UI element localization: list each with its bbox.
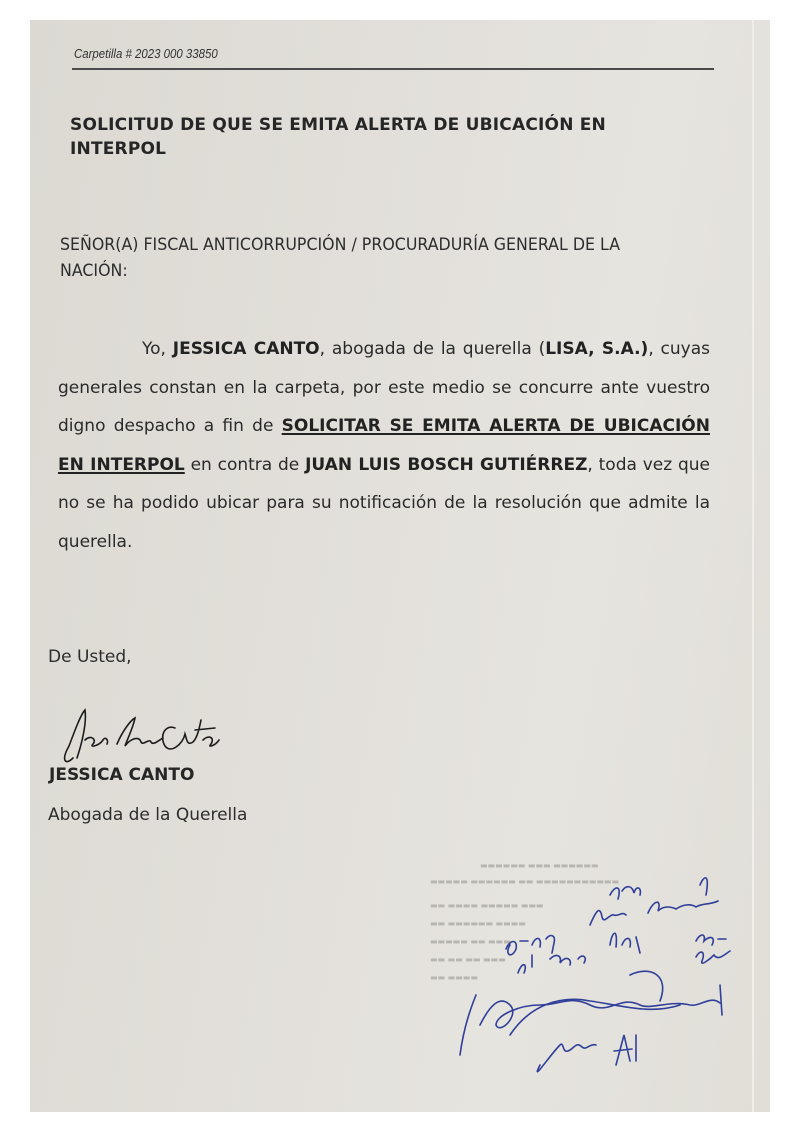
receipt-stamp: ▬▬▬▬▬▬ ▬▬▬ ▬▬▬▬▬▬ ▬▬▬▬▬ ▬▬▬▬▬▬ ▬▬ ▬▬▬▬▬▬▬▬▬▬▬ ▬▬ ▬▬▬▬ ▬▬▬▬▬ ▬▬▬ ▬▬ ▬▬▬▬▬▬ ▬▬▬▬ ▬▬▬▬▬ ▬▬ ▬▬▬ ▬▬ ▬▬ ▬▬ ▬▬▬ ▬▬ ▬▬▬▬ [400, 855, 760, 1085]
accused-name: JUAN LUIS BOSCH GUTIÉRREZ [305, 454, 588, 475]
closing: De Usted, [48, 647, 132, 667]
body-text: , abogada de la querella ( [319, 339, 546, 359]
body-text: en contra de [184, 454, 306, 475]
folder-number: Carpetilla # 2023 000 33850 [74, 46, 218, 61]
body-text: Yo, [142, 339, 173, 359]
header-rule [72, 68, 714, 70]
company-name: LISA, S.A.) [545, 339, 649, 359]
handwritten-receipt-icon [400, 855, 760, 1085]
body-text: , cuyas generales constan en la carpeta, por este medio se concurre ante vuestro digno despacho a fin de [58, 339, 711, 436]
signature-icon [55, 700, 255, 770]
signatory-name: JESSICA CANTO [49, 765, 195, 785]
body-text: , toda vez que no se ha podido ubicar para su notificación de la resolución que admite la querella. [58, 454, 710, 552]
document-title: SOLICITUD DE QUE SE EMITA ALERTA DE UBICACIÓN EN INTERPOL [70, 115, 606, 159]
body-paragraph [58, 330, 710, 561]
request-text: SOLICITAR SE EMITA ALERTA DE UBICACIÓN EN INTERPOL [58, 416, 710, 475]
lawyer-name: JESSICA CANTO [172, 339, 320, 359]
signatory-role: Abogada de la Querella [48, 805, 248, 825]
addressee: SEÑOR(A) FISCAL ANTICORRUPCIÓN / PROCURADURÍA GENERAL DE LA NACIÓN: [60, 235, 621, 281]
